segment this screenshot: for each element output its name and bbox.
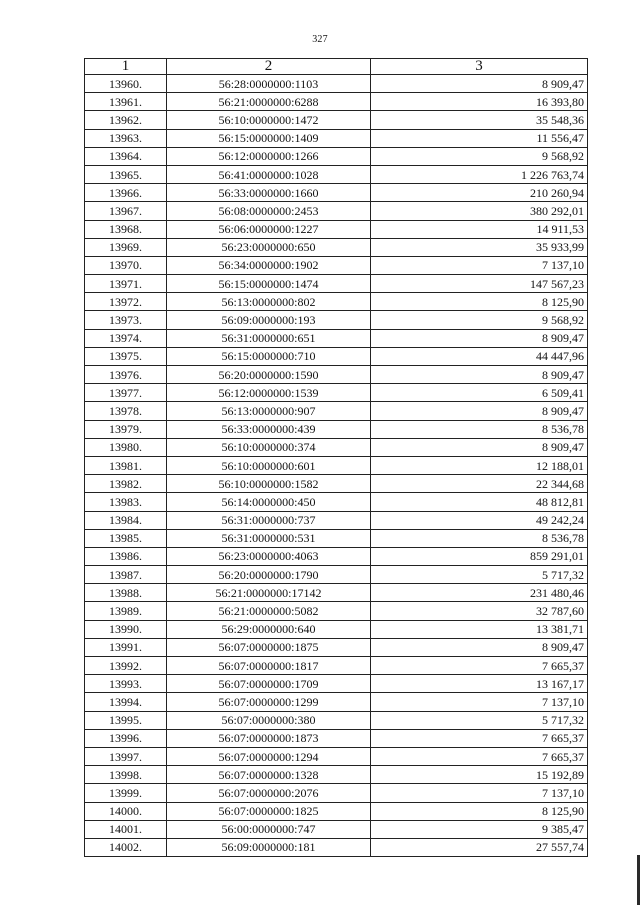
table-row bbox=[85, 802, 588, 820]
cadastral-number-cell: 56:23:0000000:4063 bbox=[167, 547, 371, 565]
table-row bbox=[85, 111, 588, 129]
row-number-cell: 13987. bbox=[85, 566, 167, 584]
row-number-cell: 13984. bbox=[85, 511, 167, 529]
value-cell: 8 125,90 bbox=[371, 802, 588, 820]
row-number-cell: 13982. bbox=[85, 475, 167, 493]
cadastral-number-cell: 56:08:0000000:2453 bbox=[167, 202, 371, 220]
row-number-cell: 13999. bbox=[85, 784, 167, 802]
table-row bbox=[85, 347, 588, 365]
table-row bbox=[85, 438, 588, 456]
cadastral-number-cell: 56:09:0000000:181 bbox=[167, 838, 371, 856]
cadastral-number-cell: 56:10:0000000:601 bbox=[167, 456, 371, 474]
cadastral-number-cell: 56:21:0000000:5082 bbox=[167, 602, 371, 620]
cadastral-number-cell: 56:21:0000000:17142 bbox=[167, 584, 371, 602]
table-row bbox=[85, 729, 588, 747]
table-row bbox=[85, 402, 588, 420]
value-cell: 380 292,01 bbox=[371, 202, 588, 220]
row-number-cell: 13962. bbox=[85, 111, 167, 129]
row-number-cell: 13989. bbox=[85, 602, 167, 620]
column-header-2: 2 bbox=[167, 59, 371, 75]
cadastral-number-cell: 56:07:0000000:2076 bbox=[167, 784, 371, 802]
row-number-cell: 13995. bbox=[85, 711, 167, 729]
cadastral-number-cell: 56:34:0000000:1902 bbox=[167, 256, 371, 274]
table-row bbox=[85, 602, 588, 620]
row-number-cell: 13992. bbox=[85, 657, 167, 675]
cadastral-number-cell: 56:07:0000000:1299 bbox=[167, 693, 371, 711]
cadastral-value-table bbox=[84, 58, 588, 857]
table-row bbox=[85, 384, 588, 402]
table-row bbox=[85, 475, 588, 493]
value-cell: 859 291,01 bbox=[371, 547, 588, 565]
table-row bbox=[85, 566, 588, 584]
table-row bbox=[85, 275, 588, 293]
cadastral-number-cell: 56:07:0000000:1873 bbox=[167, 729, 371, 747]
table-row bbox=[85, 547, 588, 565]
row-number-cell: 13978. bbox=[85, 402, 167, 420]
value-cell: 7 665,37 bbox=[371, 729, 588, 747]
value-cell: 16 393,80 bbox=[371, 93, 588, 111]
value-cell: 22 344,68 bbox=[371, 475, 588, 493]
cadastral-number-cell: 56:31:0000000:651 bbox=[167, 329, 371, 347]
row-number-cell: 14001. bbox=[85, 820, 167, 838]
value-cell: 210 260,94 bbox=[371, 184, 588, 202]
cadastral-number-cell: 56:07:0000000:1817 bbox=[167, 657, 371, 675]
cadastral-number-cell: 56:41:0000000:1028 bbox=[167, 165, 371, 183]
table-row bbox=[85, 766, 588, 784]
value-cell: 44 447,96 bbox=[371, 347, 588, 365]
row-number-cell: 13991. bbox=[85, 638, 167, 656]
value-cell: 49 242,24 bbox=[371, 511, 588, 529]
value-cell: 8 536,78 bbox=[371, 420, 588, 438]
row-number-cell: 13960. bbox=[85, 75, 167, 93]
value-cell: 1 226 763,74 bbox=[371, 165, 588, 183]
row-number-cell: 13963. bbox=[85, 129, 167, 147]
row-number-cell: 13988. bbox=[85, 584, 167, 602]
table-row bbox=[85, 493, 588, 511]
cadastral-number-cell: 56:28:0000000:1103 bbox=[167, 75, 371, 93]
value-cell: 8 909,47 bbox=[371, 366, 588, 384]
row-number-cell: 13961. bbox=[85, 93, 167, 111]
table-row bbox=[85, 366, 588, 384]
cadastral-number-cell: 56:15:0000000:710 bbox=[167, 347, 371, 365]
value-cell: 9 568,92 bbox=[371, 311, 588, 329]
value-cell: 7 137,10 bbox=[371, 784, 588, 802]
row-number-cell: 13986. bbox=[85, 547, 167, 565]
value-cell: 7 137,10 bbox=[371, 256, 588, 274]
cadastral-number-cell: 56:14:0000000:450 bbox=[167, 493, 371, 511]
table-row bbox=[85, 311, 588, 329]
cadastral-number-cell: 56:13:0000000:907 bbox=[167, 402, 371, 420]
table-row bbox=[85, 838, 588, 856]
cadastral-number-cell: 56:07:0000000:1825 bbox=[167, 802, 371, 820]
value-cell: 231 480,46 bbox=[371, 584, 588, 602]
cadastral-number-cell: 56:10:0000000:374 bbox=[167, 438, 371, 456]
cadastral-number-cell: 56:23:0000000:650 bbox=[167, 238, 371, 256]
row-number-cell: 13975. bbox=[85, 347, 167, 365]
table-row bbox=[85, 711, 588, 729]
row-number-cell: 13966. bbox=[85, 184, 167, 202]
value-cell: 8 909,47 bbox=[371, 75, 588, 93]
row-number-cell: 13964. bbox=[85, 147, 167, 165]
cadastral-number-cell: 56:07:0000000:1328 bbox=[167, 766, 371, 784]
value-cell: 7 665,37 bbox=[371, 747, 588, 765]
page-number: 327 bbox=[312, 34, 328, 45]
table-row bbox=[85, 75, 588, 93]
value-cell: 9 568,92 bbox=[371, 147, 588, 165]
table-row bbox=[85, 184, 588, 202]
table-row bbox=[85, 747, 588, 765]
row-number-cell: 13994. bbox=[85, 693, 167, 711]
cadastral-number-cell: 56:07:0000000:1875 bbox=[167, 638, 371, 656]
table-row bbox=[85, 329, 588, 347]
row-number-cell: 13976. bbox=[85, 366, 167, 384]
cadastral-number-cell: 56:20:0000000:1590 bbox=[167, 366, 371, 384]
cadastral-number-cell: 56:07:0000000:1709 bbox=[167, 675, 371, 693]
table-row bbox=[85, 165, 588, 183]
cadastral-number-cell: 56:31:0000000:531 bbox=[167, 529, 371, 547]
cadastral-number-cell: 56:20:0000000:1790 bbox=[167, 566, 371, 584]
cadastral-number-cell: 56:13:0000000:802 bbox=[167, 293, 371, 311]
cadastral-number-cell: 56:15:0000000:1474 bbox=[167, 275, 371, 293]
cadastral-number-cell: 56:29:0000000:640 bbox=[167, 620, 371, 638]
cadastral-number-cell: 56:09:0000000:193 bbox=[167, 311, 371, 329]
value-cell: 11 556,47 bbox=[371, 129, 588, 147]
row-number-cell: 13985. bbox=[85, 529, 167, 547]
table-row bbox=[85, 511, 588, 529]
row-number-cell: 13974. bbox=[85, 329, 167, 347]
table-row bbox=[85, 820, 588, 838]
row-number-cell: 13969. bbox=[85, 238, 167, 256]
row-number-cell: 13965. bbox=[85, 165, 167, 183]
value-cell: 32 787,60 bbox=[371, 602, 588, 620]
row-number-cell: 13996. bbox=[85, 729, 167, 747]
cadastral-number-cell: 56:00:0000000:747 bbox=[167, 820, 371, 838]
column-header-1: 1 bbox=[85, 59, 167, 75]
value-cell: 12 188,01 bbox=[371, 456, 588, 474]
table-row bbox=[85, 420, 588, 438]
table-row bbox=[85, 584, 588, 602]
row-number-cell: 13990. bbox=[85, 620, 167, 638]
value-cell: 35 933,99 bbox=[371, 238, 588, 256]
value-cell: 6 509,41 bbox=[371, 384, 588, 402]
row-number-cell: 13968. bbox=[85, 220, 167, 238]
table-row bbox=[85, 620, 588, 638]
table-row bbox=[85, 784, 588, 802]
value-cell: 13 381,71 bbox=[371, 620, 588, 638]
table-row bbox=[85, 638, 588, 656]
cadastral-number-cell: 56:21:0000000:6288 bbox=[167, 93, 371, 111]
value-cell: 8 909,47 bbox=[371, 402, 588, 420]
table-row bbox=[85, 147, 588, 165]
cadastral-number-cell: 56:10:0000000:1582 bbox=[167, 475, 371, 493]
row-number-cell: 13997. bbox=[85, 747, 167, 765]
value-cell: 147 567,23 bbox=[371, 275, 588, 293]
table-row bbox=[85, 129, 588, 147]
cadastral-number-cell: 56:31:0000000:737 bbox=[167, 511, 371, 529]
row-number-cell: 13980. bbox=[85, 438, 167, 456]
value-cell: 48 812,81 bbox=[371, 493, 588, 511]
cadastral-number-cell: 56:33:0000000:439 bbox=[167, 420, 371, 438]
cadastral-number-cell: 56:07:0000000:1294 bbox=[167, 747, 371, 765]
table-row bbox=[85, 675, 588, 693]
row-number-cell: 14002. bbox=[85, 838, 167, 856]
value-cell: 35 548,36 bbox=[371, 111, 588, 129]
value-cell: 27 557,74 bbox=[371, 838, 588, 856]
value-cell: 15 192,89 bbox=[371, 766, 588, 784]
value-cell: 13 167,17 bbox=[371, 675, 588, 693]
table-row bbox=[85, 693, 588, 711]
row-number-cell: 13993. bbox=[85, 675, 167, 693]
table-row bbox=[85, 93, 588, 111]
row-number-cell: 13979. bbox=[85, 420, 167, 438]
row-number-cell: 13983. bbox=[85, 493, 167, 511]
row-number-cell: 13967. bbox=[85, 202, 167, 220]
value-cell: 8 909,47 bbox=[371, 638, 588, 656]
row-number-cell: 14000. bbox=[85, 802, 167, 820]
row-number-cell: 13973. bbox=[85, 311, 167, 329]
column-header-3: 3 bbox=[371, 59, 588, 75]
value-cell: 7 137,10 bbox=[371, 693, 588, 711]
table-body bbox=[85, 75, 588, 857]
table-row bbox=[85, 456, 588, 474]
row-number-cell: 13971. bbox=[85, 275, 167, 293]
cadastral-number-cell: 56:10:0000000:1472 bbox=[167, 111, 371, 129]
value-cell: 8 909,47 bbox=[371, 329, 588, 347]
value-cell: 7 665,37 bbox=[371, 657, 588, 675]
table-row bbox=[85, 293, 588, 311]
table-row bbox=[85, 202, 588, 220]
value-cell: 5 717,32 bbox=[371, 566, 588, 584]
cadastral-number-cell: 56:06:0000000:1227 bbox=[167, 220, 371, 238]
row-number-cell: 13972. bbox=[85, 293, 167, 311]
cadastral-number-cell: 56:15:0000000:1409 bbox=[167, 129, 371, 147]
value-cell: 8 536,78 bbox=[371, 529, 588, 547]
cadastral-number-cell: 56:07:0000000:380 bbox=[167, 711, 371, 729]
value-cell: 8 909,47 bbox=[371, 438, 588, 456]
value-cell: 8 125,90 bbox=[371, 293, 588, 311]
table-header bbox=[85, 59, 588, 75]
table-row bbox=[85, 529, 588, 547]
cadastral-number-cell: 56:33:0000000:1660 bbox=[167, 184, 371, 202]
value-cell: 5 717,32 bbox=[371, 711, 588, 729]
table-row bbox=[85, 238, 588, 256]
table-row bbox=[85, 657, 588, 675]
cadastral-number-cell: 56:12:0000000:1266 bbox=[167, 147, 371, 165]
value-cell: 9 385,47 bbox=[371, 820, 588, 838]
value-cell: 14 911,53 bbox=[371, 220, 588, 238]
table-row bbox=[85, 256, 588, 274]
row-number-cell: 13977. bbox=[85, 384, 167, 402]
row-number-cell: 13998. bbox=[85, 766, 167, 784]
row-number-cell: 13981. bbox=[85, 456, 167, 474]
table-row bbox=[85, 220, 588, 238]
row-number-cell: 13970. bbox=[85, 256, 167, 274]
cadastral-number-cell: 56:12:0000000:1539 bbox=[167, 384, 371, 402]
header-row bbox=[85, 59, 588, 75]
